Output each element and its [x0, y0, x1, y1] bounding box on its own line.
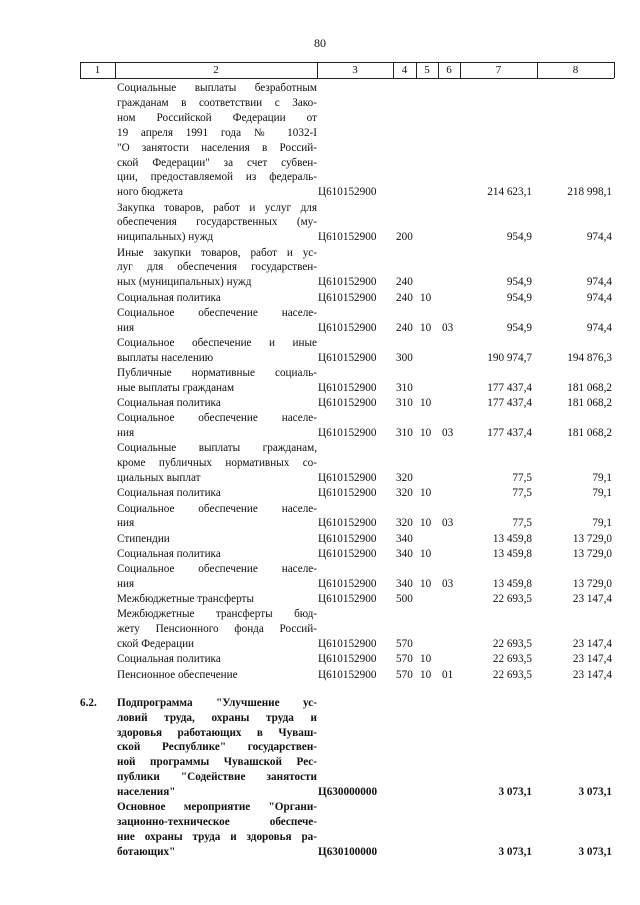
column-header-4: 4 — [401, 64, 408, 76]
amount-col8: 974,4 — [586, 291, 612, 304]
amount-col7: 13 459,8 — [492, 532, 532, 545]
amount-col7: 954,9 — [506, 321, 532, 334]
section: 10 — [420, 653, 432, 666]
description-line: Социальные выплаты безработным — [117, 82, 317, 94]
table-row — [0, 426, 640, 441]
budget-code: Ц610152900 — [318, 487, 377, 500]
expense-type: 240 — [396, 291, 413, 304]
section: 10 — [420, 321, 432, 334]
subsection: 03 — [442, 577, 454, 590]
table-row — [0, 351, 640, 366]
budget-code: Ц610152900 — [318, 547, 377, 560]
expense-type: 500 — [396, 593, 413, 606]
amount-col7: 954,9 — [506, 276, 532, 289]
expense-type: 200 — [396, 231, 413, 244]
expense-type: 240 — [396, 276, 413, 289]
expense-type: 340 — [396, 532, 413, 545]
amount-col8: 181 068,2 — [567, 381, 612, 394]
description-line: гражданам в соответствии с Зако- — [117, 96, 317, 109]
description-line: населения" — [117, 786, 176, 799]
budget-code: Ц610152900 — [318, 653, 377, 666]
table-row — [0, 845, 640, 860]
table-row — [0, 381, 640, 396]
table-row — [0, 321, 640, 336]
column-header-3: 3 — [352, 64, 358, 76]
column-header-1: 1 — [94, 64, 101, 76]
amount-col7: 214 623,1 — [487, 186, 532, 199]
description-line: 19 апреля 1991 года № 1032-I — [117, 126, 317, 139]
amount-col7: 22 693,5 — [492, 593, 532, 606]
table-row — [0, 291, 640, 306]
amount-col7: 13 459,8 — [492, 577, 532, 590]
expense-type: 320 — [396, 517, 413, 530]
column-header-2: 2 — [213, 64, 219, 76]
amount-col7: 77,5 — [512, 517, 532, 530]
description-line: ния — [117, 321, 135, 334]
description-line: ловий труда, охраны труда и — [117, 711, 317, 724]
amount-col7: 177 437,4 — [487, 397, 532, 409]
description-line: ния — [117, 577, 135, 590]
amount-col8: 23 147,4 — [572, 653, 612, 666]
column-header-8: 8 — [572, 64, 579, 76]
table-row — [0, 396, 640, 411]
description-line: здоровья работающих в Чуваш- — [117, 726, 317, 739]
description-line: ния — [117, 517, 135, 530]
section: 10 — [420, 668, 432, 681]
description-line: Закупка товаров, работ и услуг для — [117, 201, 317, 214]
page-number: 80 — [314, 36, 326, 50]
description-line: зационно-техническое обеспече- — [117, 816, 317, 829]
subsection: 03 — [442, 321, 454, 334]
column-header-7: 7 — [495, 64, 502, 76]
description-line: Социальная политика — [117, 397, 221, 409]
amount-col8: 3 073,1 — [578, 786, 612, 799]
table-row — [0, 668, 640, 683]
column-header-5: 5 — [424, 64, 430, 76]
description-line: ного бюджета — [117, 186, 183, 199]
amount-col7: 3 073,1 — [498, 846, 532, 858]
description-line: ном Российской Федерации от — [117, 111, 317, 124]
expense-type: 340 — [396, 577, 413, 590]
table-row — [0, 471, 640, 486]
header-col-divider — [614, 62, 615, 78]
expense-type: 570 — [396, 653, 413, 666]
description-line: Социальные выплаты гражданам, — [117, 442, 317, 455]
amount-col7: 177 437,4 — [487, 427, 532, 440]
budget-code: Ц610152900 — [318, 381, 377, 394]
column-header-6: 6 — [446, 64, 452, 76]
description-line: ния — [117, 427, 135, 440]
amount-col8: 974,4 — [586, 231, 612, 244]
description-line: ской Федерации — [117, 638, 195, 651]
row-number: 6.2. — [80, 696, 97, 709]
amount-col7: 3 073,1 — [498, 786, 532, 799]
table-row — [0, 652, 640, 667]
amount-col8: 13 729,0 — [572, 547, 612, 560]
description-line: Социальное обеспечение населе- — [117, 502, 317, 515]
description-line: Социальное обеспечение населе- — [117, 412, 317, 425]
budget-code: Ц630100000 — [318, 846, 378, 858]
amount-col7: 77,5 — [512, 487, 532, 500]
description-line: Социальное обеспечение населе- — [117, 563, 317, 575]
amount-col8: 181 068,2 — [567, 427, 612, 440]
table-row — [0, 230, 640, 245]
description-line: Социальная политика — [117, 291, 221, 304]
description-line: Иные закупки товаров, работ и ус- — [117, 246, 317, 259]
description-line: Межбюджетные трансферты — [117, 593, 254, 606]
amount-col7: 177 437,4 — [487, 381, 532, 394]
expense-type: 570 — [396, 668, 413, 681]
expense-type: 320 — [396, 472, 413, 485]
amount-col7: 77,5 — [512, 472, 532, 485]
table-row — [0, 547, 640, 562]
description-line: ции, предоставляемой из федераль- — [117, 171, 317, 184]
amount-col8: 79,1 — [592, 517, 612, 530]
table-row — [0, 577, 640, 592]
description-line: ской Республике" государствен- — [117, 741, 317, 754]
budget-code: Ц610152900 — [318, 532, 377, 545]
budget-code: Ц610152900 — [318, 517, 377, 530]
description-line: Подпрограмма "Улучшение ус- — [117, 696, 317, 709]
amount-col7: 22 693,5 — [492, 653, 532, 666]
section: 10 — [420, 427, 432, 440]
description-line: Социальное обеспечение населе- — [117, 306, 317, 319]
expense-type: 340 — [396, 547, 413, 560]
description-line: ской Федерации" за счет субвен- — [117, 156, 317, 169]
table-row — [0, 516, 640, 531]
budget-code: Ц630000000 — [318, 786, 378, 799]
amount-col7: 22 693,5 — [492, 638, 532, 651]
description-line: Пенсионное обеспечение — [117, 668, 238, 681]
table-row — [0, 185, 640, 200]
expense-type: 310 — [396, 381, 413, 394]
section: 10 — [420, 487, 432, 500]
description-line: циальных выплат — [117, 472, 201, 485]
amount-col8: 23 147,4 — [572, 668, 612, 681]
table-row — [0, 637, 640, 652]
description-line: ной программы Чувашской Рес- — [117, 756, 317, 769]
description-line: ниципальных) нужд — [117, 231, 214, 244]
header-bottom-border — [80, 78, 614, 79]
budget-code: Ц610152900 — [318, 668, 377, 681]
description-line: Социальное обеспечение и иные — [117, 336, 317, 349]
amount-col8: 3 073,1 — [578, 846, 612, 858]
budget-code: Ц610152900 — [318, 638, 377, 651]
budget-code: Ц610152900 — [318, 351, 377, 364]
description-line: Межбюджетные трансферты бюд- — [117, 608, 317, 621]
amount-col8: 974,4 — [586, 276, 612, 289]
amount-col8: 79,1 — [592, 487, 612, 500]
section: 10 — [420, 577, 432, 590]
table-row — [0, 785, 640, 800]
description-line: луг для обеспечения государствен- — [117, 261, 317, 274]
expense-type: 310 — [396, 397, 413, 409]
amount-col8: 79,1 — [592, 472, 612, 485]
budget-code: Ц610152900 — [318, 276, 377, 289]
amount-col7: 954,9 — [506, 231, 532, 244]
description-line: Социальная политика — [117, 547, 221, 560]
description-line: ных (муниципальных) нужд — [117, 276, 252, 289]
description-line: ние охраны труда и здоровья ра- — [117, 831, 317, 844]
section: 10 — [420, 397, 432, 409]
description-line: ботающих" — [117, 846, 176, 859]
description-line: жету Пенсионного фонда Россий- — [117, 623, 317, 636]
description-line: обеспечения государственных (му- — [117, 216, 317, 229]
section: 10 — [420, 517, 432, 530]
subsection: 03 — [442, 517, 454, 530]
table-row — [0, 275, 640, 290]
amount-col8: 23 147,4 — [572, 593, 612, 606]
budget-code: Ц610152900 — [318, 427, 377, 440]
amount-col7: 13 459,8 — [492, 547, 532, 560]
row-description — [117, 81, 317, 200]
description-line: Социальная политика — [117, 487, 221, 500]
table-row — [0, 486, 640, 501]
expense-type: 570 — [396, 638, 413, 651]
budget-code: Ц610152900 — [318, 291, 377, 304]
amount-col7: 22 693,5 — [492, 668, 532, 681]
table-row — [0, 592, 640, 607]
amount-col8: 13 729,0 — [572, 577, 612, 590]
budget-code: Ц610152900 — [318, 593, 377, 606]
expense-type: 310 — [396, 427, 413, 440]
amount-col8: 194 876,3 — [567, 351, 612, 364]
description-line: Социальная политика — [117, 653, 221, 666]
expense-type: 320 — [396, 487, 413, 500]
description-line: выплаты населению — [117, 351, 214, 364]
description-line: Стипендии — [117, 532, 170, 545]
description-line: публики "Содействие занятости — [117, 771, 317, 784]
section: 10 — [420, 547, 432, 560]
description-line: Публичные нормативные социаль- — [117, 366, 317, 379]
description-line: Основное мероприятие "Органи- — [117, 801, 317, 814]
expense-type: 240 — [396, 321, 413, 334]
expense-type: 300 — [396, 351, 413, 364]
budget-code: Ц610152900 — [318, 186, 377, 199]
amount-col8: 218 998,1 — [567, 186, 612, 199]
description-line: "О занятости населения в Россий- — [117, 141, 317, 154]
budget-code: Ц610152900 — [318, 321, 377, 334]
amount-col8: 181 068,2 — [567, 397, 612, 409]
subsection: 01 — [442, 668, 454, 681]
amount-col8: 974,4 — [586, 321, 612, 334]
description-line: ные выплаты гражданам — [117, 381, 235, 394]
amount-col8: 13 729,0 — [572, 532, 612, 545]
amount-col7: 954,9 — [506, 291, 532, 304]
amount-col8: 23 147,4 — [572, 638, 612, 651]
budget-code: Ц610152900 — [318, 577, 377, 590]
budget-code: Ц610152900 — [318, 231, 377, 244]
budget-code: Ц610152900 — [318, 397, 377, 409]
subsection: 03 — [442, 427, 454, 440]
section: 10 — [420, 291, 432, 304]
amount-col7: 190 974,7 — [487, 351, 532, 364]
budget-code: Ц610152900 — [318, 472, 377, 485]
table-row — [0, 532, 640, 547]
description-line: кроме публичных нормативных со- — [117, 457, 317, 470]
